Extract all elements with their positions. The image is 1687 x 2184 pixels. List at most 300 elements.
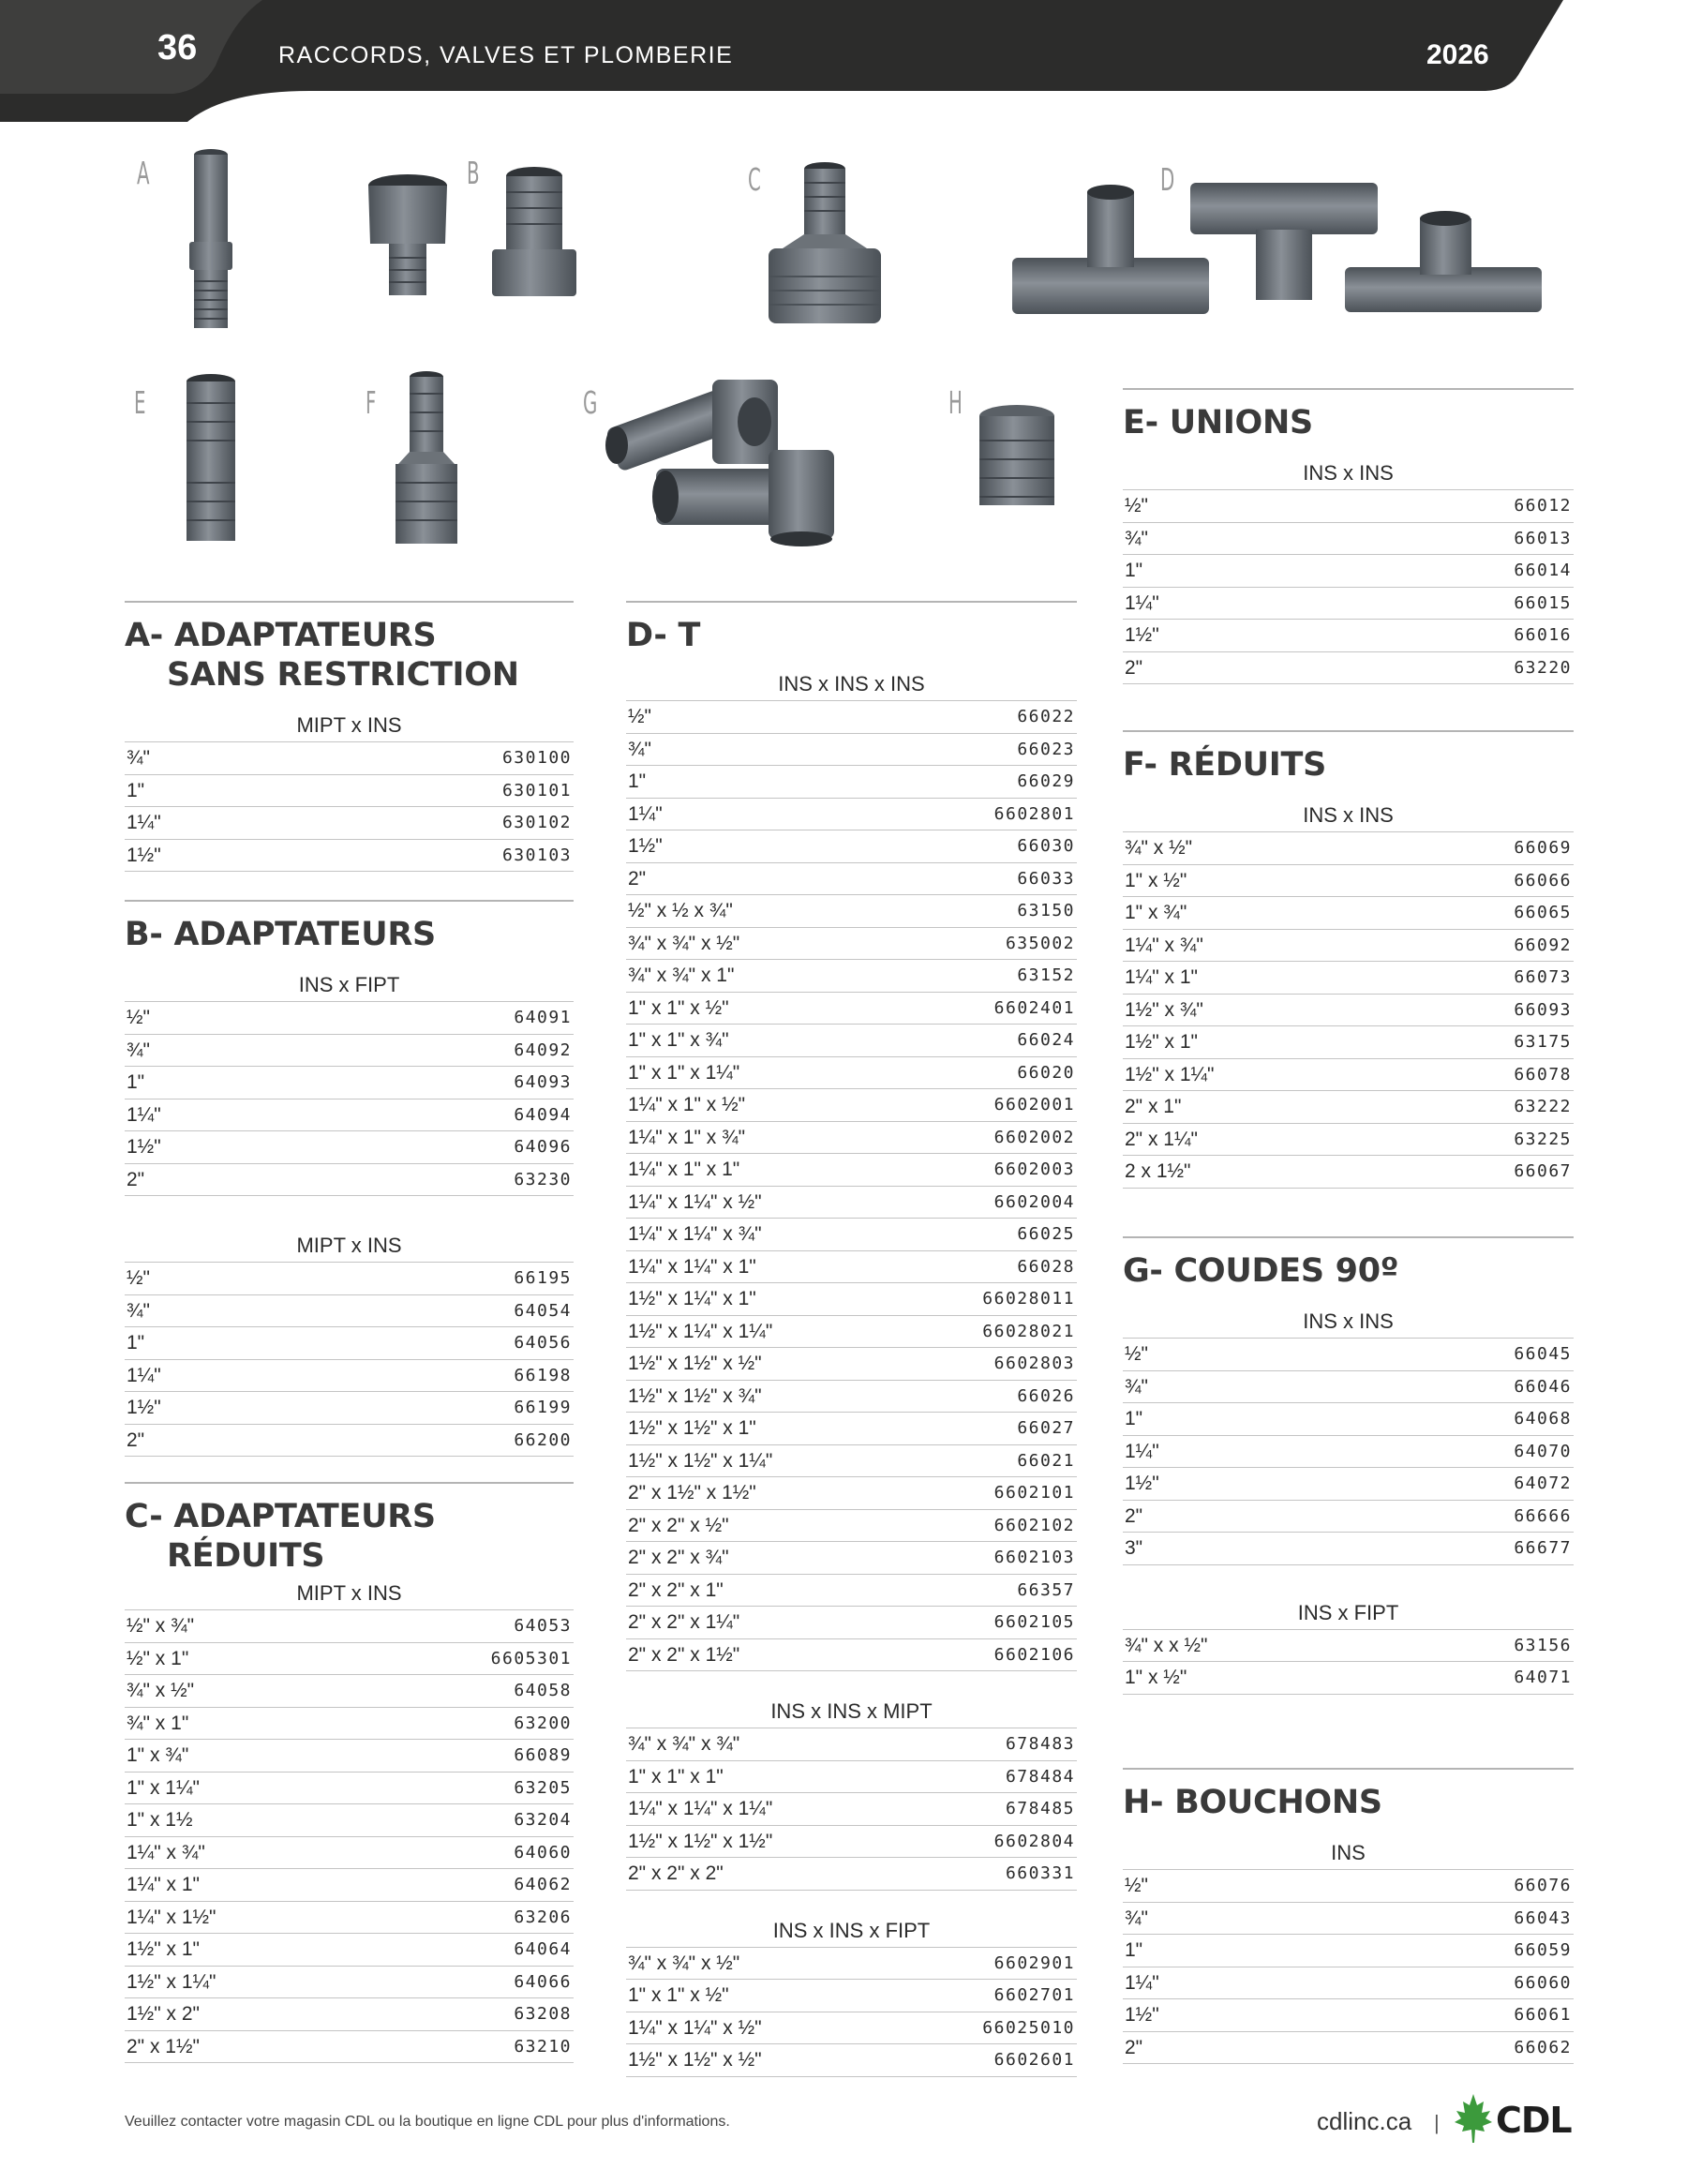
table-row [626, 799, 1077, 831]
product-code-cell: 64071 [1514, 1668, 1572, 1687]
adapter-b-image [351, 159, 595, 300]
section-d-subtitle-1: INS x INS x INS [778, 672, 925, 696]
size-cell: 2" [127, 1429, 145, 1451]
table-row [1123, 1124, 1574, 1157]
product-code-cell: 630103 [501, 845, 572, 865]
size-cell: 1½" x 1½" x 1" [628, 1417, 756, 1439]
table-row [626, 1283, 1077, 1316]
size-cell: 1" x 1" x 1" [628, 1765, 724, 1788]
table-row [125, 1164, 574, 1197]
product-code-cell: 6602901 [993, 1952, 1075, 1973]
product-code-cell: 678484 [1005, 1766, 1075, 1787]
union-e-image [159, 370, 262, 548]
size-cell: 1½" x 1¼" [127, 1970, 216, 1993]
table-row [626, 734, 1077, 767]
product-code-cell: 66198 [514, 1365, 572, 1385]
size-cell: 1¼" [628, 802, 663, 825]
size-cell: 2" x 1½" [127, 2035, 200, 2057]
size-cell: ½" [628, 706, 651, 727]
product-code-cell: 63225 [1514, 1129, 1572, 1149]
section-g-table-2 [1123, 1629, 1574, 1695]
photo-label-e: E [134, 384, 146, 421]
product-code-cell: 66059 [1514, 1940, 1572, 1960]
table-row [125, 1131, 574, 1164]
product-code-cell: 6602103 [993, 1548, 1075, 1567]
size-cell: 1¼" [1125, 591, 1159, 614]
size-cell: ¾" x ½" [127, 1680, 195, 1701]
table-row [1123, 1999, 1574, 2032]
table-row [626, 1639, 1077, 1672]
table-row [626, 1219, 1077, 1251]
product-code-cell: 66200 [514, 1429, 572, 1450]
product-code-cell: 64058 [514, 1681, 572, 1700]
product-code-cell: 660331 [1005, 1863, 1075, 1883]
table-row [1123, 1403, 1574, 1436]
website-link[interactable]: cdlinc.ca [1317, 2107, 1412, 2135]
product-code-cell: 64093 [514, 1072, 572, 1092]
product-code-cell: 64060 [514, 1842, 572, 1862]
product-code-cell: 6602803 [993, 1354, 1075, 1373]
size-cell: 1¼" [1125, 1971, 1159, 1994]
product-code-cell: 66020 [1017, 1062, 1075, 1083]
table-row [125, 1869, 574, 1902]
size-cell: 2" x 1" [1125, 1096, 1182, 1117]
size-cell: ¾" x ¾" x ½" [628, 1952, 740, 1974]
table-row [626, 1089, 1077, 1122]
table-row [626, 2044, 1077, 2077]
maple-leaf-icon [1453, 2092, 1494, 2145]
section-g-table-1 [1123, 1338, 1574, 1565]
size-cell: 1" [1125, 1939, 1143, 1961]
size-cell: 1½" x 1½" x 1¼" [628, 1449, 773, 1472]
table-row [1123, 1091, 1574, 1124]
size-cell: ¾" x 1" [127, 1712, 189, 1734]
size-cell: 1¼" x 1" x ½" [628, 1094, 746, 1115]
size-cell: ¾" x ¾" x ¾" [628, 1733, 740, 1755]
table-row [1123, 1156, 1574, 1189]
size-cell: 1" x ½" [1125, 1667, 1187, 1688]
product-code-cell: 63220 [1514, 657, 1572, 678]
table-row [626, 1316, 1077, 1349]
size-cell: 1¼" x 1" [127, 1874, 200, 1895]
size-cell: 1" [1125, 1408, 1143, 1429]
section-f-subtitle: INS x INS [1303, 803, 1394, 827]
adapter-c-image [759, 155, 890, 328]
section-e-subtitle: INS x INS [1303, 461, 1394, 485]
table-row [125, 2031, 574, 2064]
product-code-cell: 6602102 [993, 1515, 1075, 1535]
product-code-cell: 6602106 [993, 1644, 1075, 1665]
product-code-cell: 66026 [1017, 1385, 1075, 1406]
section-c-subtitle: MIPT x INS [296, 1581, 402, 1605]
photo-label-c: C [748, 161, 761, 198]
size-cell: ½" [1125, 1343, 1148, 1365]
size-cell: ½" x 1" [127, 1647, 189, 1669]
photo-label-f: F [366, 384, 377, 421]
product-code-cell: 66045 [1514, 1344, 1572, 1364]
size-cell: 1½" x 1½" x ½" [628, 1353, 762, 1374]
section-g-coudes-90 [1123, 1236, 1574, 1695]
size-cell: 2 x 1½" [1125, 1160, 1191, 1182]
table-row [1123, 1059, 1574, 1092]
table-row [626, 1826, 1077, 1859]
size-cell: ¾" [1125, 1907, 1148, 1929]
size-cell: ½" x ¾" [127, 1615, 195, 1637]
size-cell: 1" x 1¼" [127, 1776, 200, 1799]
size-cell: ½" [1125, 495, 1148, 516]
size-cell: 2" x 1¼" [1125, 1128, 1198, 1150]
size-cell: 1½" x 2" [127, 2003, 200, 2025]
section-g-subtitle-2: INS x FIPT [1297, 1600, 1399, 1624]
table-row [1123, 1339, 1574, 1371]
size-cell: 1½" x ¾" [1125, 998, 1203, 1021]
section-a-table [125, 741, 574, 872]
size-cell: 1¼" x 1¼" x 1¼" [628, 1798, 773, 1819]
size-cell: 1½" x 1" [127, 1938, 200, 1960]
product-code-cell: 66027 [1017, 1418, 1075, 1438]
table-row [626, 1025, 1077, 1057]
size-cell: 2" [1125, 2036, 1143, 2058]
section-b-table-2 [125, 1262, 574, 1457]
product-code-cell: 66016 [1514, 625, 1572, 645]
table-row [125, 1035, 574, 1068]
product-code-cell: 66028 [1017, 1256, 1075, 1277]
table-row [626, 1445, 1077, 1478]
table-row [626, 1858, 1077, 1891]
section-e-table [1123, 489, 1574, 684]
table-row [626, 895, 1077, 928]
size-cell: 2" x 2" x 1" [628, 1578, 724, 1601]
table-row [1123, 1870, 1574, 1903]
table-row [125, 1099, 574, 1132]
photo-label-a: A [137, 155, 150, 191]
size-cell: 2" [1125, 1504, 1143, 1527]
table-row [125, 1967, 574, 1999]
product-code-cell: 66357 [1017, 1579, 1075, 1600]
page-number: 36 [157, 28, 198, 67]
product-code-cell: 64072 [1514, 1473, 1572, 1493]
section-c-adaptateurs-reduits [125, 1482, 574, 2063]
section-a-adaptateurs-sans-restriction [125, 601, 574, 872]
product-code-cell: 63200 [514, 1713, 572, 1733]
product-code-cell: 66060 [1514, 1972, 1572, 1993]
table-row [125, 1998, 574, 2031]
size-cell: 1½" x 1½" x 1½" [628, 1830, 773, 1852]
table-row [125, 1263, 574, 1295]
product-code-cell: 635002 [1005, 933, 1075, 953]
section-h-bouchons [1123, 1768, 1574, 2064]
product-code-cell: 66028021 [982, 1321, 1075, 1341]
table-row [1123, 1026, 1574, 1059]
table-row [626, 1607, 1077, 1639]
table-row [626, 766, 1077, 799]
photo-label-d: D [1160, 161, 1175, 198]
size-cell: ¾" [127, 1299, 150, 1322]
table-row [1123, 832, 1574, 865]
size-cell: 1¼" x 1" [1125, 966, 1198, 988]
cdl-logo [1453, 2092, 1575, 2148]
table-row [125, 1934, 574, 1967]
product-code-cell: 63206 [514, 1907, 572, 1927]
section-d-table-2 [626, 1728, 1077, 1891]
size-cell: 1½" x 1¼" x 1" [628, 1288, 756, 1309]
table-row [1123, 490, 1574, 523]
size-cell: 1½" [127, 1397, 161, 1418]
product-code-cell: 66067 [1514, 1161, 1572, 1181]
table-row [1123, 995, 1574, 1027]
size-cell: 2" x 1½" x 1½" [628, 1482, 756, 1503]
product-code-cell: 64096 [514, 1137, 572, 1157]
product-code-cell: 63222 [1514, 1097, 1572, 1116]
elbow-g-image [600, 370, 872, 548]
product-code-cell: 64070 [1514, 1441, 1572, 1461]
product-code-cell: 66030 [1017, 836, 1075, 856]
product-code-cell: 63210 [514, 2036, 572, 2057]
product-code-cell: 66022 [1017, 707, 1075, 726]
product-code-cell: 6602804 [993, 1831, 1075, 1851]
table-row [1123, 652, 1574, 685]
table-row [125, 1804, 574, 1837]
table-row [1123, 930, 1574, 963]
table-row [626, 2012, 1077, 2045]
section-g-subtitle-1: INS x INS [1303, 1309, 1394, 1333]
table-row [125, 807, 574, 840]
product-code-cell: 66199 [514, 1398, 572, 1417]
page-header [0, 0, 1687, 122]
product-code-cell: 66024 [1017, 1030, 1075, 1050]
section-f-table [1123, 831, 1574, 1189]
size-cell: 2" x 2" x ½" [628, 1514, 729, 1536]
size-cell: 2" x 2" x 2" [628, 1862, 724, 1884]
product-code-cell: 63150 [1017, 901, 1075, 920]
section-a-subtitle: MIPT x INS [296, 713, 402, 737]
size-cell: 2" x 2" x 1½" [628, 1643, 740, 1666]
table-row [1123, 1903, 1574, 1936]
size-cell: ½" [127, 1267, 150, 1289]
section-b-title: B- ADAPTATEURS [125, 916, 436, 953]
table-row [626, 1122, 1077, 1155]
size-cell: 1" [127, 1332, 145, 1354]
product-code-cell: 64091 [514, 1008, 572, 1027]
size-cell: 1" x 1" x ½" [628, 1984, 729, 2006]
size-cell: 1¼" x 1½" [127, 1906, 216, 1928]
product-code-cell: 66061 [1514, 2005, 1572, 2025]
photo-label-g: G [583, 384, 598, 421]
table-row [125, 1295, 574, 1328]
size-cell: ¾" [628, 738, 651, 760]
size-cell: 1" x 1" x ½" [628, 996, 729, 1019]
table-row [125, 1360, 574, 1393]
size-cell: 1¼" x ¾" [1125, 934, 1203, 956]
section-d-title: D- T [626, 617, 701, 654]
table-row [1123, 620, 1574, 652]
logo-text: CDL [1496, 2100, 1572, 2141]
size-cell: 1" [628, 770, 647, 792]
table-row [626, 1793, 1077, 1826]
size-cell: ¾" x ¾" x ½" [628, 932, 740, 954]
product-code-cell: 6602801 [993, 803, 1075, 824]
tee-d-image [1003, 173, 1556, 323]
table-row [125, 1740, 574, 1773]
size-cell: 1¼" x ¾" [127, 1841, 205, 1863]
product-code-cell: 66092 [1514, 935, 1572, 955]
size-cell: 1½" [1125, 1473, 1159, 1494]
size-cell: 1" [1125, 560, 1143, 581]
product-code-cell: 66066 [1514, 870, 1572, 890]
section-f-reduits [1123, 730, 1574, 1189]
size-cell: 1½" [1125, 2004, 1159, 2026]
product-code-cell: 678483 [1005, 1734, 1075, 1754]
size-cell: 1½" x 1½" x ¾" [628, 1384, 762, 1407]
table-row [125, 1610, 574, 1643]
table-row [626, 1348, 1077, 1381]
size-cell: ¾" [1125, 1375, 1148, 1398]
table-row [626, 1477, 1077, 1510]
plug-h-image [970, 403, 1064, 516]
table-row [125, 1327, 574, 1360]
table-row [626, 928, 1077, 961]
size-cell: 1½" [1125, 624, 1159, 646]
product-code-cell: 6602001 [993, 1095, 1075, 1114]
size-cell: 1½" [628, 835, 663, 857]
section-d-table-3 [626, 1947, 1077, 2077]
table-row [1123, 865, 1574, 898]
table-row [125, 1708, 574, 1741]
product-code-cell: 64066 [514, 1971, 572, 1992]
product-code-cell: 63205 [514, 1777, 572, 1798]
size-cell: 1¼" x 1¼" x ½" [628, 2016, 762, 2039]
size-cell: 1½" x 1¼" x 1¼" [628, 1320, 773, 1342]
table-row [125, 1643, 574, 1676]
table-row [626, 1413, 1077, 1445]
table-row [626, 1575, 1077, 1608]
table-row [626, 1980, 1077, 2012]
table-row [626, 1057, 1077, 1090]
size-cell: 1" x ¾" [127, 1744, 189, 1766]
table-row [1123, 1468, 1574, 1501]
table-row [125, 1002, 574, 1035]
table-row [1123, 962, 1574, 995]
table-row [1123, 1935, 1574, 1967]
section-e-unions [1123, 388, 1574, 684]
product-code-cell: 66021 [1017, 1450, 1075, 1471]
size-cell: ½" [127, 1007, 150, 1028]
size-cell: ½" x ½ x ¾" [628, 900, 733, 921]
size-cell: 1¼" x 1¼" x 1" [628, 1255, 756, 1278]
product-code-cell: 6602701 [993, 1985, 1075, 2005]
table-row [125, 1392, 574, 1425]
section-g-title: G- COUDES 90º [1123, 1252, 1399, 1290]
table-row [1123, 1630, 1574, 1663]
product-code-cell: 66013 [1514, 528, 1572, 548]
table-row [125, 1837, 574, 1870]
product-code-cell: 6602105 [993, 1612, 1075, 1632]
section-d-subtitle-3: INS x INS x FIPT [772, 1918, 931, 1942]
product-code-cell: 66046 [1514, 1376, 1572, 1397]
size-cell: 1" x 1½ [127, 1809, 193, 1831]
section-a-title: A- ADAPTATEURS SANS RESTRICTION [125, 617, 519, 694]
table-row [626, 993, 1077, 1025]
size-cell: 2" [1125, 656, 1143, 679]
table-row [626, 1154, 1077, 1187]
table-row [1123, 555, 1574, 588]
product-code-cell: 66043 [1514, 1907, 1572, 1928]
size-cell: 2" x 2" x ¾" [628, 1547, 729, 1568]
table-row [626, 701, 1077, 734]
size-cell: ¾" x ¾" x 1" [628, 965, 735, 986]
section-b-table-1 [125, 1001, 574, 1196]
footer-note: Veuillez contacter votre magasin CDL ou la boutique en ligne CDL pour plus d'informations. [125, 2114, 730, 2130]
table-row [125, 1067, 574, 1099]
size-cell: 1" x ¾" [1125, 902, 1187, 923]
size-cell: 1" [127, 1071, 145, 1093]
product-code-cell: 630101 [501, 780, 572, 800]
product-code-cell: 64064 [514, 1939, 572, 1959]
product-code-cell: 66677 [1514, 1538, 1572, 1558]
product-code-cell: 66025 [1017, 1224, 1075, 1244]
size-cell: 2" [628, 867, 647, 890]
table-row [626, 863, 1077, 896]
product-code-cell: 6602601 [993, 2050, 1075, 2070]
table-row [626, 1542, 1077, 1575]
product-code-cell: 66014 [1514, 561, 1572, 580]
photo-label-b: B [467, 155, 480, 191]
product-code-cell: 64092 [514, 1040, 572, 1060]
product-code-cell: 64056 [514, 1333, 572, 1353]
reducer-f-image [375, 366, 478, 553]
section-h-title: H- BOUCHONS [1123, 1784, 1382, 1821]
size-cell: 1¼" [127, 1103, 161, 1126]
size-cell: 1½" x 1½" x ½" [628, 2049, 762, 2071]
product-code-cell: 66666 [1514, 1505, 1572, 1526]
table-row [1123, 523, 1574, 556]
product-code-cell: 66065 [1514, 903, 1572, 922]
table-row [626, 1187, 1077, 1219]
table-row [626, 1761, 1077, 1794]
table-row [626, 960, 1077, 993]
size-cell: ¾" [127, 1039, 150, 1061]
product-code-cell: 66033 [1017, 868, 1075, 889]
table-row [125, 1425, 574, 1458]
product-code-cell: 66195 [514, 1268, 572, 1288]
product-code-cell: 64068 [1514, 1409, 1572, 1429]
table-row [1123, 1436, 1574, 1469]
table-row [125, 775, 574, 808]
product-code-cell: 6602401 [993, 997, 1075, 1018]
table-row [626, 1728, 1077, 1761]
table-row [1123, 588, 1574, 621]
photo-label-h: H [948, 384, 963, 421]
size-cell: 3" [1125, 1537, 1143, 1559]
table-row [626, 1510, 1077, 1543]
section-c-table [125, 1609, 574, 2063]
table-row [626, 1948, 1077, 1981]
size-cell: 1½" x 1¼" [1125, 1063, 1215, 1085]
product-code-cell: 63175 [1514, 1032, 1572, 1052]
section-f-title: F- RÉDUITS [1123, 746, 1326, 784]
product-code-cell: 66093 [1514, 999, 1572, 1020]
product-code-cell: 64054 [514, 1300, 572, 1321]
table-row [125, 1773, 574, 1805]
product-code-cell: 63156 [1514, 1635, 1572, 1655]
footer-separator: | [1434, 2111, 1440, 2134]
size-cell: 1" x ½" [1125, 869, 1187, 891]
catalog-year: 2026 [1426, 39, 1489, 70]
size-cell: 1" x 1" x ¾" [628, 1029, 729, 1051]
size-cell: 1" x 1" x 1¼" [628, 1061, 740, 1084]
size-cell: 1¼" [127, 1364, 161, 1386]
section-b-subtitle-1: INS x FIPT [298, 973, 400, 996]
